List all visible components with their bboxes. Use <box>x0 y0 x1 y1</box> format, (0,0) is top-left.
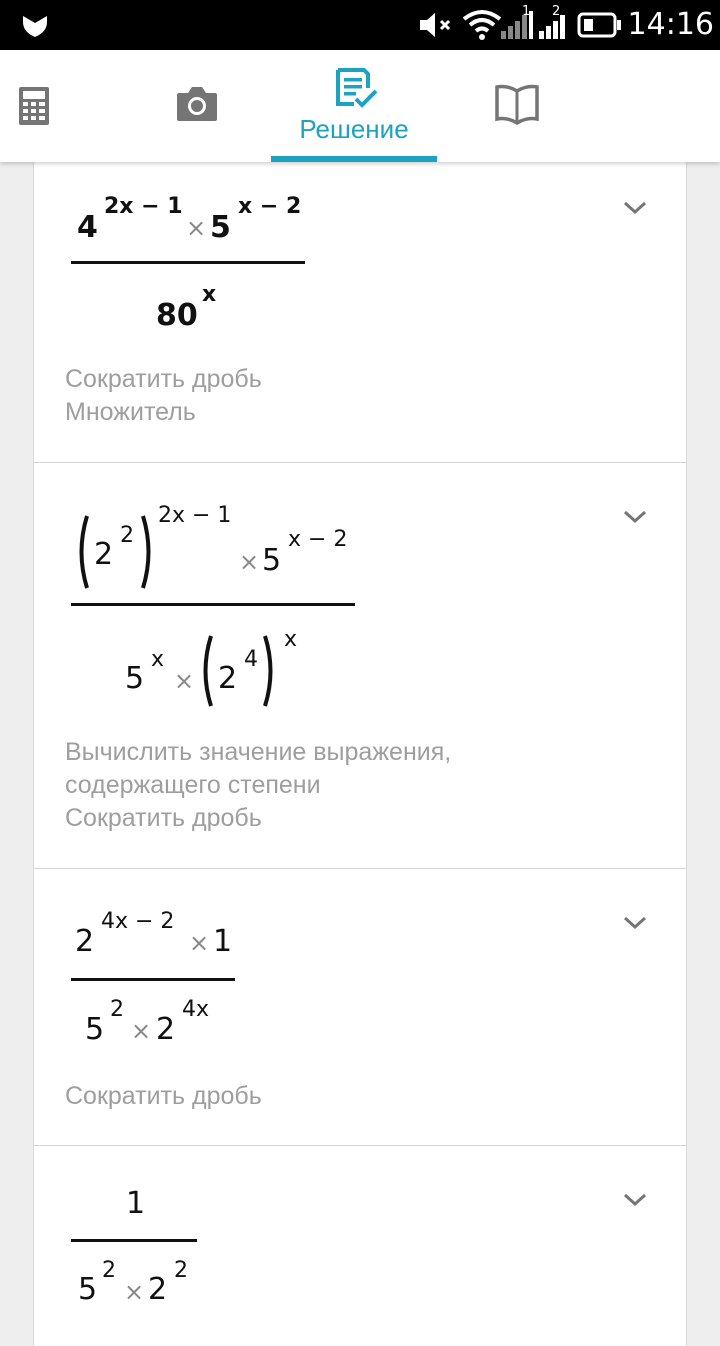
step-note-line: Сократить дробь <box>65 804 262 832</box>
numerator-exponent: 2x − 1 <box>104 194 183 219</box>
denominator-base: 5 <box>85 1012 105 1047</box>
solution-step[interactable] <box>33 869 687 1145</box>
denominator-exponent: 2 <box>110 997 124 1022</box>
denominator-exponent: 2 <box>174 1258 188 1283</box>
inner-exponent: 4 <box>244 647 258 672</box>
book-icon <box>494 83 540 125</box>
denominator-base: 2 <box>156 1012 176 1047</box>
sim2-label: 2 <box>552 4 561 19</box>
solution-step[interactable] <box>33 1146 687 1346</box>
right-parenthesis <box>262 633 278 709</box>
fraction-bar <box>71 1239 197 1242</box>
denominator-exponent: x <box>202 282 217 307</box>
denominator-exponent: 4x <box>182 997 210 1022</box>
multiply-sign: × <box>239 548 260 576</box>
chevron-down-icon[interactable] <box>622 1192 648 1208</box>
multiply-sign: × <box>186 214 207 242</box>
numerator-base: 4 <box>77 210 98 245</box>
inner-exponent: 2 <box>120 523 134 548</box>
step-explanation <box>65 1080 262 1113</box>
multiply-sign: × <box>189 929 210 957</box>
multiply-sign: × <box>124 1278 145 1306</box>
step-explanation <box>65 736 451 835</box>
tab-solution[interactable] <box>271 50 437 162</box>
sim1-label: 1 <box>522 4 531 19</box>
multiply-sign: × <box>174 667 195 695</box>
denominator-base: 5 <box>125 661 145 696</box>
solution-step[interactable] <box>33 463 687 868</box>
battery-icon <box>577 0 623 50</box>
solution-notes-icon <box>334 66 378 110</box>
solution-steps-list <box>0 162 720 1307</box>
numerator-exponent: 4x − 2 <box>101 909 175 934</box>
mute-icon <box>418 0 454 50</box>
chevron-down-icon[interactable] <box>622 200 648 216</box>
step-note-line: Сократить дробь <box>65 1082 262 1110</box>
tab-solution-label: Решение <box>299 114 409 144</box>
status-bar <box>0 0 720 50</box>
tab-calculator[interactable] <box>0 50 70 162</box>
tab-book[interactable] <box>478 50 556 162</box>
denominator-exponent: 2 <box>102 1258 116 1283</box>
numerator-exponent: x − 2 <box>238 194 302 219</box>
numerator-base: 5 <box>210 210 231 245</box>
step-note-line: Сократить дробь <box>65 365 262 393</box>
shield-notification-icon <box>22 0 48 50</box>
numerator-factor: 1 <box>213 924 233 959</box>
denominator-base: 80 <box>156 298 198 333</box>
outer-exponent: x <box>284 627 298 652</box>
solution-step[interactable] <box>33 162 687 462</box>
denominator-base: 2 <box>148 1272 168 1307</box>
inner-base: 2 <box>218 661 238 696</box>
outer-exponent: 2x − 1 <box>158 503 232 528</box>
step-note-line: Вычислить значение выражения, <box>65 738 452 766</box>
numerator-base: 5 <box>262 543 282 578</box>
fraction-bar <box>71 261 305 264</box>
top-tab-bar <box>0 50 720 162</box>
tab-camera[interactable] <box>150 50 245 162</box>
signal-sim2-icon <box>538 0 570 50</box>
active-tab-indicator <box>271 156 437 162</box>
status-clock: 14:16 <box>627 7 714 42</box>
camera-icon <box>176 84 218 122</box>
calculator-icon <box>18 86 50 126</box>
left-parenthesis <box>198 633 214 709</box>
wifi-icon <box>462 0 502 50</box>
left-parenthesis <box>74 513 90 591</box>
fraction-bar <box>71 978 235 981</box>
step-explanation <box>65 363 262 429</box>
chevron-down-icon[interactable] <box>622 509 648 525</box>
step-note-line: содержащего степени <box>65 771 321 799</box>
denominator-exponent: x <box>151 647 165 672</box>
fraction-bar <box>71 603 355 606</box>
numerator-value: 1 <box>126 1186 146 1221</box>
signal-sim1-icon <box>500 0 534 50</box>
inner-base: 2 <box>94 537 114 572</box>
step-note-line: Множитель <box>65 398 196 426</box>
right-parenthesis <box>140 513 156 591</box>
denominator-base: 5 <box>78 1272 98 1307</box>
multiply-sign: × <box>131 1017 152 1045</box>
chevron-down-icon[interactable] <box>622 915 648 931</box>
numerator-base: 2 <box>75 924 95 959</box>
numerator-exponent: x − 2 <box>288 527 348 552</box>
